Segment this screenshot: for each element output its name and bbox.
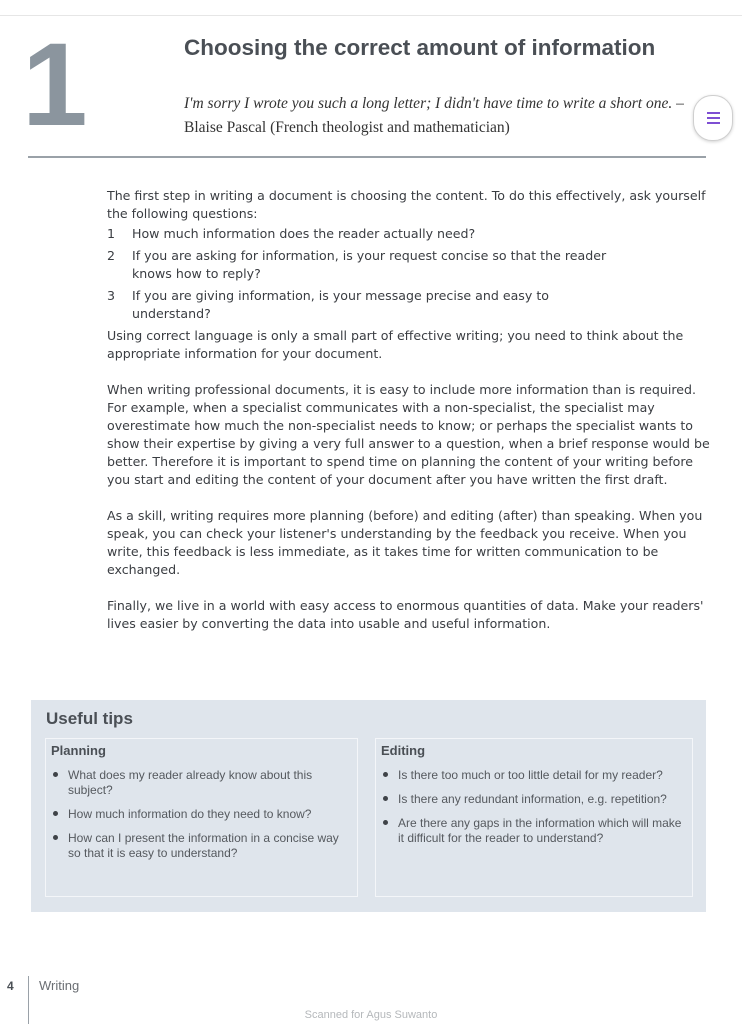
chapter-title: Choosing the correct amount of information	[184, 35, 656, 60]
quote-text: I'm sorry I wrote you such a long letter; I didn't have time to write a short one.	[184, 95, 673, 112]
editing-list	[376, 768, 692, 846]
scan-credit: Scanned for Agus Suwanto	[304, 1009, 438, 1021]
list-item	[46, 768, 357, 798]
list-number: 3	[107, 288, 116, 303]
tip-text: Is there any redundant information, e.g. repetition?	[398, 792, 667, 806]
header-divider	[28, 156, 706, 158]
tip-text: Is there too much or too little detail for my reader?	[398, 768, 663, 782]
list-item	[376, 768, 692, 783]
list-text: If you are giving information, is your message precise and easy to understand?	[132, 288, 549, 321]
useful-tips-box	[31, 700, 706, 912]
paragraph: As a skill, writing requires more planning (before) and editing (after) than speaking. When you speak, you can check your listener's understanding by the feedback you receive. When you write, this feedback is less immediate, as it takes time for written communication to be exchanged.	[107, 508, 703, 577]
list-item	[107, 287, 712, 323]
hamburger-icon	[707, 112, 720, 124]
tip-text: Are there any gaps in the information which will make it difficult for the reader to understand?	[398, 816, 682, 845]
planning-list	[46, 768, 357, 861]
bullet-icon	[53, 835, 58, 840]
bullet-icon	[383, 820, 388, 825]
tip-text: How much information do they need to know?	[68, 807, 312, 821]
list-item	[46, 807, 357, 822]
chapter-number: 1	[22, 19, 88, 151]
list-item	[46, 831, 357, 861]
list-number: 1	[107, 226, 116, 241]
planning-column	[45, 738, 358, 897]
bullet-icon	[53, 772, 58, 777]
tip-text: How can I present the information in a concise way so that it is easy to understand?	[68, 831, 339, 860]
bullet-icon	[383, 796, 388, 801]
epigraph-quote	[184, 92, 684, 140]
section-name: Writing	[39, 978, 80, 993]
list-item	[107, 247, 712, 283]
top-divider	[0, 15, 742, 16]
paragraph: Using correct language is only a small part of effective writing; you need to think about the appropriate information for your document.	[107, 328, 684, 361]
list-text: If you are asking for information, is your request concise so that the reader knows how to reply?	[132, 248, 607, 281]
tip-text: What does my reader already know about this subject?	[68, 768, 313, 797]
list-item	[376, 792, 692, 807]
list-item	[107, 225, 712, 243]
body-text	[107, 187, 712, 633]
list-number: 2	[107, 248, 116, 263]
question-list	[107, 225, 712, 323]
list-text: How much information does the reader actually need?	[132, 226, 476, 241]
editing-heading: Editing	[381, 743, 426, 758]
tips-title: Useful tips	[46, 709, 133, 728]
paragraph: Finally, we live in a world with easy access to enormous quantities of data. Make your readers' lives easier by converting the data into usable and useful information.	[107, 598, 704, 631]
bullet-icon	[53, 811, 58, 816]
page-number: 4	[7, 979, 14, 993]
menu-button[interactable]	[693, 95, 733, 141]
quote-attribution: – Blaise Pascal (French theologist and mathematician)	[184, 95, 684, 136]
paragraph: When writing professional documents, it is easy to include more information than is required. For example, when a specialist communicates with a non-specialist, the specialist may overestimate how much the non-specialist needs to know; or perhaps the specialist wants to show their expertise by giving a very full answer to a question, when a brief response would be better. Therefore it is important to spend time on planning the content of your writing before you start and editing the content of your document after you have written the first draft.	[107, 382, 710, 487]
bullet-icon	[383, 772, 388, 777]
list-item	[376, 816, 692, 846]
planning-heading: Planning	[51, 743, 106, 758]
editing-column	[375, 738, 693, 897]
intro-paragraph: The first step in writing a document is choosing the content. To do this effectively, ask yourself the following questions:	[107, 188, 706, 221]
